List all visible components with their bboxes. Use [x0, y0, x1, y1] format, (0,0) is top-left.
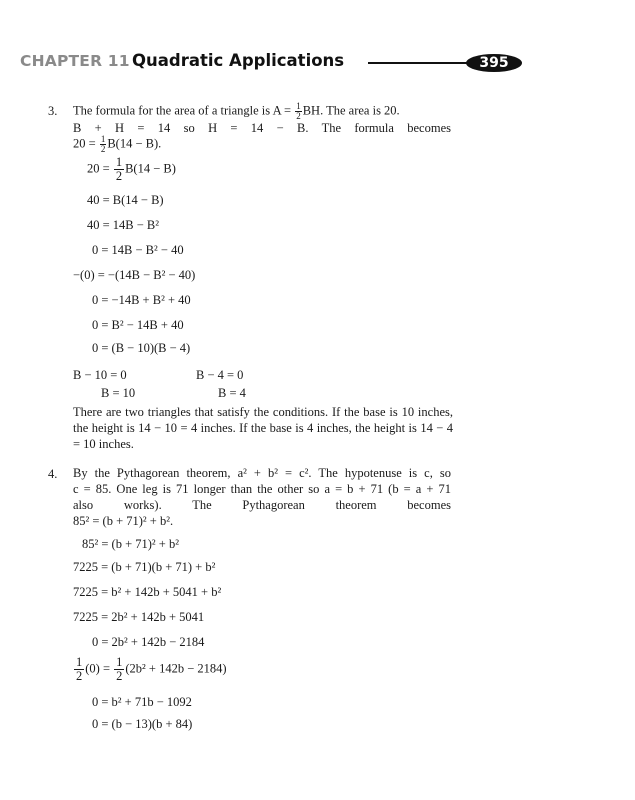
problem-3-step-5: −(0) = −(14B − B² − 40)	[73, 268, 196, 282]
problem-3-intro	[73, 102, 400, 121]
problem-3-step-1	[87, 156, 176, 183]
problem-3-step-7: 0 = B² − 14B + 40	[92, 318, 184, 332]
problem-4-step-7: 0 = b² + 71b − 1092	[92, 695, 192, 709]
problem-3-step-3: 40 = 14B − B²	[87, 218, 160, 232]
fraction-half	[114, 656, 124, 683]
problem-3-case-right-1: B − 4 = 0	[196, 368, 244, 382]
problem-4-step-1: 85² = (b + 71)² + b²	[82, 537, 179, 551]
problem-4-line-3: also works). The Pythagorean theorem becomes	[73, 498, 451, 512]
problem-3-line-3-b: B(14 − B).	[107, 136, 162, 151]
fraction-numerator: 1	[76, 655, 83, 669]
problem-4-step-8: 0 = (b − 13)(b + 84)	[92, 717, 193, 731]
problem-4-line-2: c = 85. One leg is 71 longer than the other so a = b + 71 (b = a + 71	[73, 482, 451, 496]
problem-4-line-1: By the Pythagorean theorem, a² + b² = c². The hypotenuse is c, so	[73, 466, 451, 480]
step-middle: (0) =	[85, 661, 110, 676]
problem-3-case-right-2: B = 4	[218, 386, 246, 400]
problem-4-step-2: 7225 = (b + 71)(b + 71) + b²	[73, 560, 216, 574]
problem-3-intro-text-b: BH. The area is 20.	[302, 103, 400, 118]
problem-3-case-left-2: B = 10	[101, 386, 136, 400]
problem-4-step-6	[73, 656, 227, 683]
header-rule	[368, 62, 472, 64]
fraction-denominator: 2	[76, 669, 83, 683]
fraction-numerator: 1	[115, 155, 123, 169]
problem-3-line-2: B + H = 14 so H = 14 − B. The formula becomes	[73, 121, 451, 135]
problem-3-step-6: 0 = −14B + B² + 40	[92, 293, 191, 307]
fraction-numerator: 1	[296, 101, 301, 111]
problem-4-step-3: 7225 = b² + 142b + 5041 + b²	[73, 585, 222, 599]
fraction-denominator: 2	[296, 111, 301, 121]
chapter-title: Quadratic Applications	[132, 51, 345, 70]
fraction-numerator: 1	[100, 134, 106, 144]
problem-3-number: 3.	[48, 104, 58, 118]
problem-3-intro-text-a: The formula for the area of a triangle is A =	[73, 103, 292, 118]
problem-4-step-5: 0 = 2b² + 142b − 2184	[92, 635, 205, 649]
step-rhs: (2b² + 142b − 2184)	[125, 661, 227, 676]
fraction-half	[295, 102, 302, 121]
fraction-half	[100, 135, 107, 154]
page-header	[0, 0, 635, 80]
problem-3-conclusion: There are two triangles that satisfy the conditions. If the base is 10 inches, the height is 14 − 10 = 4 inches. If the base is 4 inches, the height is 14 − 4 = 10 inches.	[73, 405, 453, 451]
step-lhs: 20 =	[87, 161, 110, 176]
fraction-half	[114, 156, 124, 183]
problem-3-line-3-a: 20 =	[73, 136, 96, 151]
problem-4-line-4: 85² = (b + 71)² + b².	[73, 514, 174, 528]
chapter-label: CHAPTER 11	[20, 52, 130, 70]
fraction-denominator: 2	[115, 169, 123, 183]
problem-3-case-left-1: B − 10 = 0	[73, 368, 127, 382]
fraction-half	[74, 656, 84, 683]
problem-4-number: 4.	[48, 467, 58, 481]
problem-3-line-3	[73, 135, 161, 154]
problem-3-step-2: 40 = B(14 − B)	[87, 193, 164, 207]
problem-3-step-8: 0 = (B − 10)(B − 4)	[92, 341, 191, 355]
problem-4-step-4: 7225 = 2b² + 142b + 5041	[73, 610, 205, 624]
fraction-denominator: 2	[116, 669, 123, 683]
page-number-badge: 395	[466, 54, 522, 72]
fraction-numerator: 1	[116, 655, 123, 669]
step-rhs: B(14 − B)	[125, 161, 176, 176]
fraction-denominator: 2	[100, 144, 106, 154]
problem-3-step-4: 0 = 14B − B² − 40	[92, 243, 184, 257]
